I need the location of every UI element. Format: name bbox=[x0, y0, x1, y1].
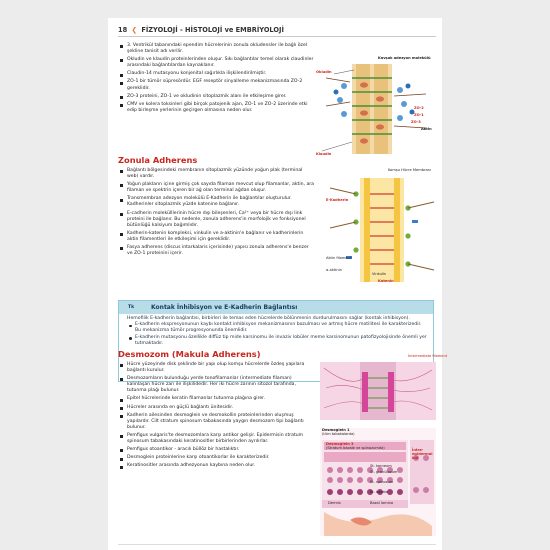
list-item: E-kadherin mutasyonu özellikle diffüz tip mide karsinomu ile invaziv lobüler meme karsinomunun patofizyolojisinde önemli yer tutmaktadır. bbox=[127, 335, 427, 347]
label-desmoglein3-sub: (Stratum bazale ve spinozumda) bbox=[326, 446, 385, 450]
label-intermediate: İntermediate filament bbox=[408, 354, 448, 358]
zonula-section bbox=[118, 168, 314, 257]
label-zo2: ZO-2 bbox=[414, 106, 424, 110]
label-katenin: Katenin bbox=[378, 279, 394, 283]
box-intro: Hemofilik E-kadherin bağlantısı, birbirleri ile temas eden hücrelerde bölünmenin durdurulmasını sağlar (kontak inhibisyon). bbox=[127, 316, 410, 321]
list-item: Epitel hücrelerinde keratin filamanlar tutunma plağına girer. bbox=[118, 396, 314, 402]
list-item: Pemfigus otoantikor - aracılı büllöz bir hastalıktır. bbox=[118, 447, 314, 453]
label-aktin: Aktin bbox=[421, 127, 432, 131]
label-komsu: Komşu Hücre Membranı bbox=[388, 168, 431, 172]
label-zo3: ZO-3 bbox=[411, 120, 421, 124]
label-intraepidermal: İntra-epidermal bül bbox=[412, 448, 433, 461]
page-header bbox=[118, 26, 284, 34]
label-bazal-lamina: Bazal lamina bbox=[370, 501, 394, 505]
list-item: Okludin ve klaudin proteinlerinden oluşur. Sıkı bağlantılar temel olarak claudinler arasındaki bağlantılardan kaynaklanır. bbox=[118, 57, 314, 69]
list-item: ZO-1 bir tümör süpresördür. EGF reseptör sinyalleme mekanizmasında ZO-2 gereklidir. bbox=[118, 79, 314, 91]
list-item: E-cadherin molekülllerinin hücre dışı bileşenleri, Ca²⁺ veya bir hücre dışı link proteini ile bağlanır. Bu nedenle, zonula adherens'in morfolojik ve fonksiyonel bütünlüğü kalsiyum bağımlıdır. bbox=[118, 211, 314, 229]
list-item: Desmozomların bulunduğu yerde tonofilamanlar (intermediate filaman) kalınlaşan hücre zarı ile ilişkilidedir. Her iki hücre zarının sitozol tarafında, tutunma plağı bulunur. bbox=[118, 376, 314, 394]
list-item: Keratinositler arasında adhezyonun kaybına neden olur. bbox=[118, 463, 314, 469]
pemphigus-figure bbox=[320, 428, 436, 536]
desmozom-section bbox=[118, 362, 314, 469]
list-item: 3. Ventrikül tabanındaki ependim hücrelerinin zonula okludensler ile bağlı özel şekline tanisit adı verilir. bbox=[118, 43, 314, 55]
info-box-body bbox=[119, 314, 433, 347]
desmosome-figure bbox=[320, 354, 448, 422]
label-dermis: Dermis bbox=[328, 501, 341, 505]
label-kavsak: Kavşak adezyon molekülü bbox=[378, 56, 431, 60]
box-tag: Tk bbox=[128, 305, 135, 310]
label-granulosum: St. granülozum bbox=[370, 470, 398, 474]
document-page bbox=[108, 18, 448, 550]
list-item: Pemfigus vulgaris'te desmozomlara karşı antikor gelişir. Epidermisin stratum spinosum tabakasındaki keratinositler birbirlerinden ayrılırlar. bbox=[118, 433, 314, 445]
label-klaudin: Klaudin bbox=[316, 152, 332, 156]
list-item: Hücre yüzeyinde disk şeklinde bir yapı olup komşu hücrelerde özdeş yapılara bağlantı kurulur. bbox=[118, 362, 314, 374]
list-item: Transmembran adezyon molekülü E-Kadherin ile bağlantılar oluşturulur. Kadherinler sitoplazmik yüzde katenine bağlanır. bbox=[118, 196, 314, 208]
label-alpha-aktinin: α-aktinin bbox=[326, 268, 342, 272]
label-corneum: St. korneum bbox=[370, 464, 392, 468]
list-item: Kadherin-katenin kompleksi, vinkulin ve a-aktinin'e bağlanır ve kadherinlerin aktin filamentleri ile etkileşimi için gereklidir. bbox=[118, 231, 314, 243]
arrow-icon: ❮ bbox=[131, 26, 138, 34]
label-desmoglein3: Desmoglein 3 bbox=[326, 442, 354, 446]
list-item: Hücreler arasında en güçlü bağlantı ünitesidir. bbox=[118, 405, 314, 411]
info-box-title bbox=[119, 301, 433, 314]
list-item: CMV ve kolera toksinleri gibi birçok patojenik ajan, ZO-1 ve ZO-2 üzerinde etki edip birleşme yerlerinin geçirgen olmasına neden olur. bbox=[118, 102, 314, 114]
tight-junction-figure bbox=[316, 56, 436, 160]
list-item: Fasya adherens (discus intarkalaris içerisinde) yapısı zonula adherens'e benzer ve ZO-1 proteinini içerir. bbox=[118, 245, 314, 257]
box-title-text: Kontak İnhibisyon ve E-Kadherin Bağlantısı bbox=[151, 304, 298, 311]
label-aktin-filament: Aktin filament bbox=[326, 256, 352, 260]
label-bazale: St. bazale bbox=[370, 490, 388, 494]
list-item: Yoğun plakların içine girmiş çok sayıda filaman mevcut olup filamanlar, aktin, ara filaman ve spektrin içeren bir ağ olan terminal ağdan oluşur. bbox=[118, 182, 314, 194]
label-desmoglein1-sub: (tüm tabakalarda) bbox=[322, 432, 355, 436]
zonula-adherens-figure bbox=[326, 168, 436, 286]
list-item: Claudin-14 mutasyonu konjenital sağırlıkla ilişkilendirilmiştir. bbox=[118, 71, 314, 77]
section-heading-desmozom: Desmozom (Makula Adherens) bbox=[118, 349, 261, 359]
claudin-section bbox=[118, 43, 314, 114]
list-item: E-kadherin ekspresyonunun kaybı kontakt inhibisyon mekanizmasının bozulması ve artmış hücre motilitesi ile karakterizedir. Bu mekanizma tümör progresyonunda önemlidir. bbox=[127, 322, 427, 334]
header-divider bbox=[118, 36, 436, 37]
section-heading-zonula: Zonula Adherens bbox=[118, 155, 198, 165]
list-item: Bağlantı bölgesindeki membranın sitoplazmik yüzünde yoğun plak (terminal web) vardır. bbox=[118, 168, 314, 180]
label-okludin: Okludin bbox=[316, 70, 332, 74]
list-item: ZO-3 proteini, ZO-1 ve okludinin sitoplazmik alanı ile etkileşime girer. bbox=[118, 94, 314, 100]
footer-divider bbox=[118, 544, 436, 545]
list-item: Desmoglein proteinlerine karşı otoantikorlar ile karakterizedir. bbox=[118, 455, 314, 461]
label-spinosum: St. spinosum bbox=[370, 480, 394, 484]
label-desmoglein1: Desmoglein 1 bbox=[322, 428, 350, 432]
label-vinkulin: Vinkulin bbox=[372, 272, 387, 276]
label-ecadherin: E-Kadherin bbox=[326, 198, 349, 202]
label-zo1: ZO-1 bbox=[414, 113, 424, 117]
header-title: FİZYOLOJİ - HİSTOLOJİ ve EMBRİYOLOJİ bbox=[141, 26, 284, 34]
list-item: Kadherin ailesinden desmoglein ve desmokollin proteinlerinden oluşmuş yapılardır. Cilt stratum spinosum tabakasında yaygın desmozom tipi bağlantı bulunur. bbox=[118, 413, 314, 431]
page-number: 18 bbox=[118, 26, 128, 34]
